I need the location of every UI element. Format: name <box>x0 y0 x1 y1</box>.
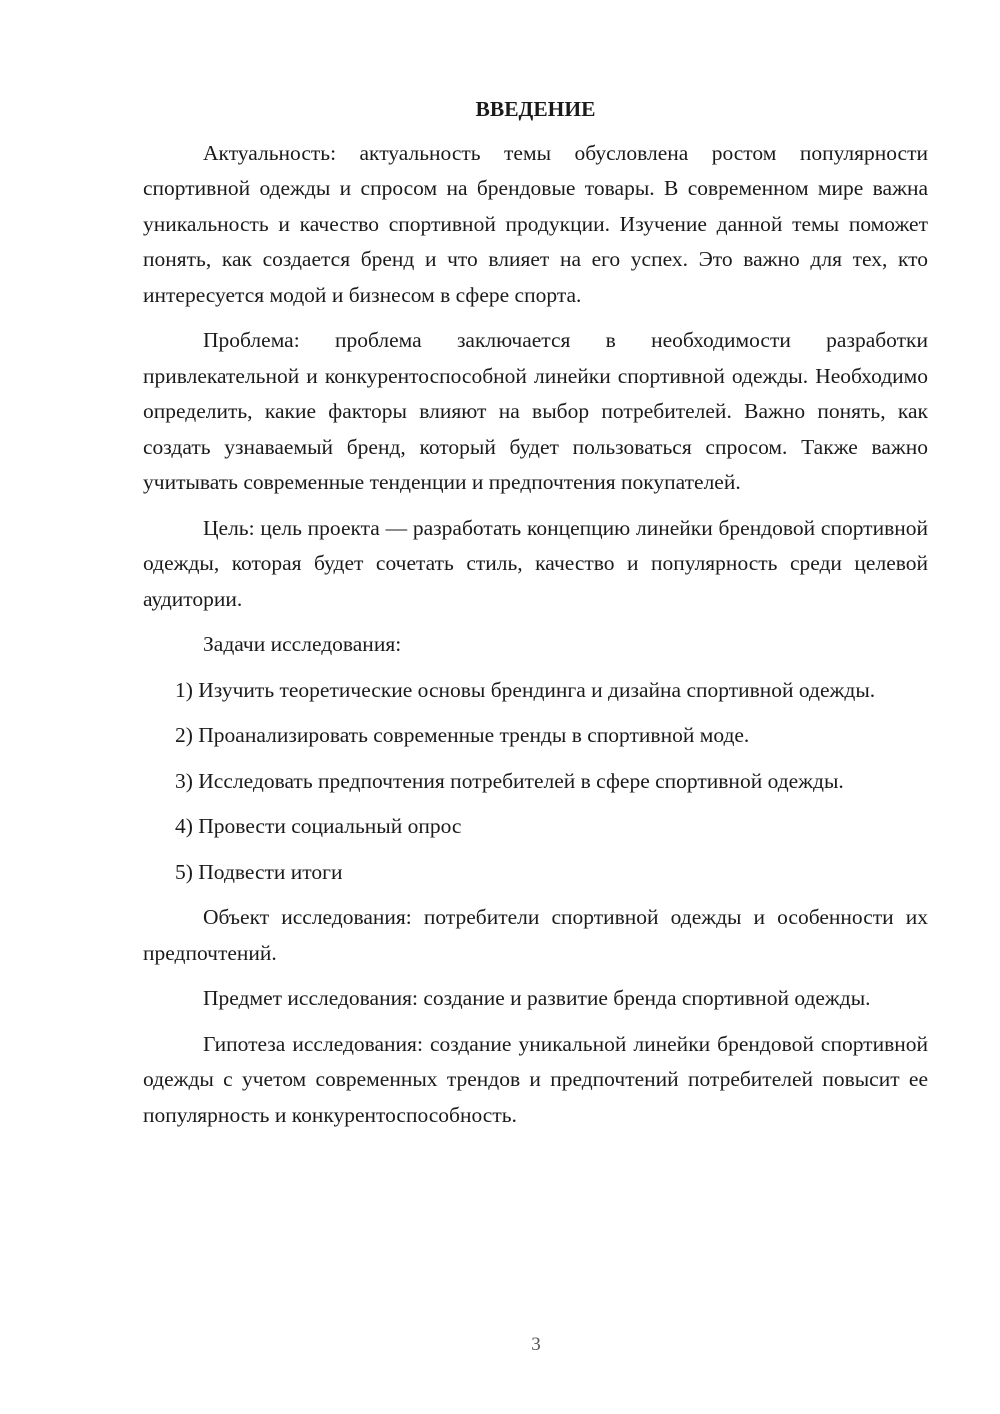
page-number: 3 <box>531 1334 541 1355</box>
document-page <box>143 92 928 1133</box>
paragraph-subject: Предмет исследования: создание и развитие бренда спортивной одежды. <box>203 986 871 1010</box>
task-item: 5) Подвести итоги <box>175 859 343 884</box>
task-item: 1) Изучить теоретические основы брендинга и дизайна спортивной одежды. <box>175 677 876 702</box>
paragraph-problem: Проблема: проблема заключается в необходимости разработки привлекательной и конкурентоспособной линейки спортивной одежды. Необходимо определить, какие факторы влияют на выбор потребителей. Важно понять, как создать узнаваемый бренд, который будет пользоваться спросом. Также важно учитывать современные тенденции и предпочтения покупателей. <box>143 328 928 494</box>
tasks-heading: Задачи исследования: <box>203 632 402 656</box>
task-item: 4) Провести социальный опрос <box>175 814 462 838</box>
paragraph-goal: Цель: цель проекта — разработать концепцию линейки брендовой спортивной одежды, которая будет сочетать стиль, качество и популярность среди целевой аудитории. <box>143 515 928 611</box>
paragraph-hypothesis: Гипотеза исследования: создание уникальной линейки брендовой спортивной одежды с учетом современных трендов и предпочтений потребителей повысит ее популярность и конкурентоспособность. <box>143 1031 928 1127</box>
paragraph-object: Объект исследования: потребители спортивной одежды и особенности их предпочтений. <box>143 905 928 965</box>
task-item: 2) Проанализировать современные тренды в спортивной моде. <box>175 723 750 747</box>
paragraph-relevance: Актуальность: актуальность темы обусловлена ростом популярности спортивной одежды и спросом на брендовые товары. В современном мире важна уникальность и качество спортивной продукции. Изучение данной темы поможет понять, как создается бренд и что влияет на его успех. Это важно для тех, кто интересуется модой и бизнесом в сфере спорта. <box>143 140 928 307</box>
task-item: 3) Исследовать предпочтения потребителей в сфере спортивной одежды. <box>175 768 844 793</box>
section-title: ВВЕДЕНИЕ <box>475 97 596 121</box>
